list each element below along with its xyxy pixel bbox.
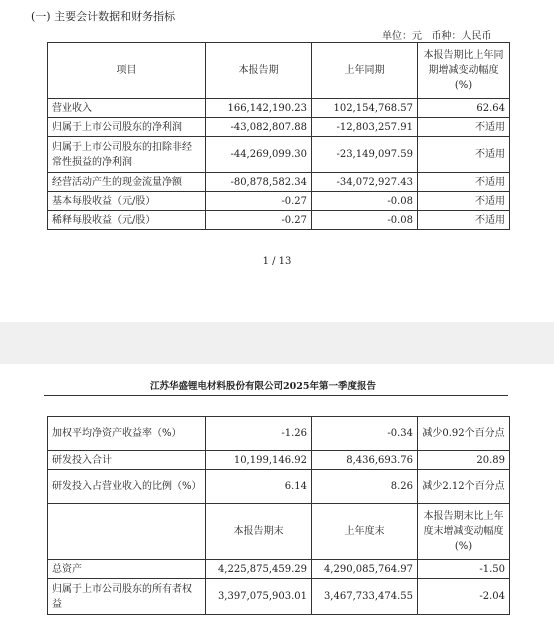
page-gap [0, 322, 554, 364]
table-header-row [48, 504, 510, 560]
row-current: -1.26 [206, 417, 312, 451]
table-row [48, 451, 510, 470]
row-current: -44,269,099.30 [206, 137, 312, 173]
table-row [48, 579, 510, 615]
row-current: 166,142,190.23 [206, 99, 312, 118]
row-item: 总资产 [48, 560, 206, 579]
header-change-pct: 本报告期比上年同期增减变动幅度(%) [418, 43, 510, 99]
row-prior: 4,290,085,764.97 [312, 560, 418, 579]
report-page-2 [0, 364, 554, 629]
row-item: 经营活动产生的现金流量净额 [48, 173, 206, 192]
row-item: 研发投入合计 [48, 451, 206, 470]
table-row [48, 470, 510, 504]
row-prior: -34,072,927.43 [312, 173, 418, 192]
header-current-period: 本报告期 [206, 43, 312, 99]
row-change: 不适用 [418, 173, 510, 192]
page-number: 1 / 13 [262, 256, 292, 267]
row-prior: 8.26 [312, 470, 418, 504]
header-prior-period: 上年同期 [312, 43, 418, 99]
table-row [48, 192, 510, 211]
table-row [48, 99, 510, 118]
document-header: 江苏华盛锂电材料股份有限公司2025年第一季度报告 [150, 381, 376, 392]
row-item: 归属于上市公司股东的扣除非经常性损益的净利润 [48, 137, 206, 173]
row-current: -0.27 [206, 211, 312, 230]
row-item: 归属于上市公司股东的净利润 [48, 118, 206, 137]
header-divider [44, 395, 508, 396]
row-change: 不适用 [418, 118, 510, 137]
table-row [48, 211, 510, 230]
row-prior: 8,436,693.76 [312, 451, 418, 470]
table-row [48, 118, 510, 137]
unit-currency-line: 单位：元 币种：人民币 [382, 31, 492, 42]
row-change: -2.04 [418, 579, 510, 615]
header-item-blank [48, 504, 206, 560]
table-row [48, 173, 510, 192]
row-item: 营业收入 [48, 99, 206, 118]
row-current: 3,397,075,903.01 [206, 579, 312, 615]
row-current: -43,082,807.88 [206, 118, 312, 137]
row-current: -80,878,582.34 [206, 173, 312, 192]
key-financials-table [47, 42, 510, 230]
table-row [48, 417, 510, 451]
row-item: 稀释每股收益（元/股） [48, 211, 206, 230]
header-change-pct: 本报告期末比上年度末增减变动幅度(%) [418, 504, 510, 560]
row-prior: -0.08 [312, 192, 418, 211]
header-period-end: 本报告期末 [206, 504, 312, 560]
header-prior-year-end: 上年度末 [312, 504, 418, 560]
row-current: -0.27 [206, 192, 312, 211]
row-change: 不适用 [418, 137, 510, 173]
key-financials-table-continued [47, 416, 510, 615]
row-change: -1.50 [418, 560, 510, 579]
table-header-row [48, 43, 510, 99]
row-item: 研发投入占营业收入的比例（%） [48, 470, 206, 504]
section-title: (一) 主要会计数据和财务指标 [31, 10, 176, 23]
row-change: 20.89 [418, 451, 510, 470]
row-prior: 102,154,768.57 [312, 99, 418, 118]
row-current: 10,199,146.92 [206, 451, 312, 470]
row-prior: -23,149,097.59 [312, 137, 418, 173]
row-item: 基本每股收益（元/股） [48, 192, 206, 211]
row-item: 归属于上市公司股东的所有者权益 [48, 579, 206, 615]
row-current: 6.14 [206, 470, 312, 504]
row-change: 减少2.12个百分点 [418, 470, 510, 504]
row-prior: -12,803,257.91 [312, 118, 418, 137]
row-change: 减少0.92个百分点 [418, 417, 510, 451]
table-row [48, 137, 510, 173]
row-change: 62.64 [418, 99, 510, 118]
row-change: 不适用 [418, 192, 510, 211]
row-current: 4,225,875,459.29 [206, 560, 312, 579]
row-prior: -0.34 [312, 417, 418, 451]
row-item: 加权平均净资产收益率（%） [48, 417, 206, 451]
row-change: 不适用 [418, 211, 510, 230]
header-item: 项目 [48, 43, 206, 99]
row-prior: 3,467,733,474.55 [312, 579, 418, 615]
row-prior: -0.08 [312, 211, 418, 230]
table-row [48, 560, 510, 579]
